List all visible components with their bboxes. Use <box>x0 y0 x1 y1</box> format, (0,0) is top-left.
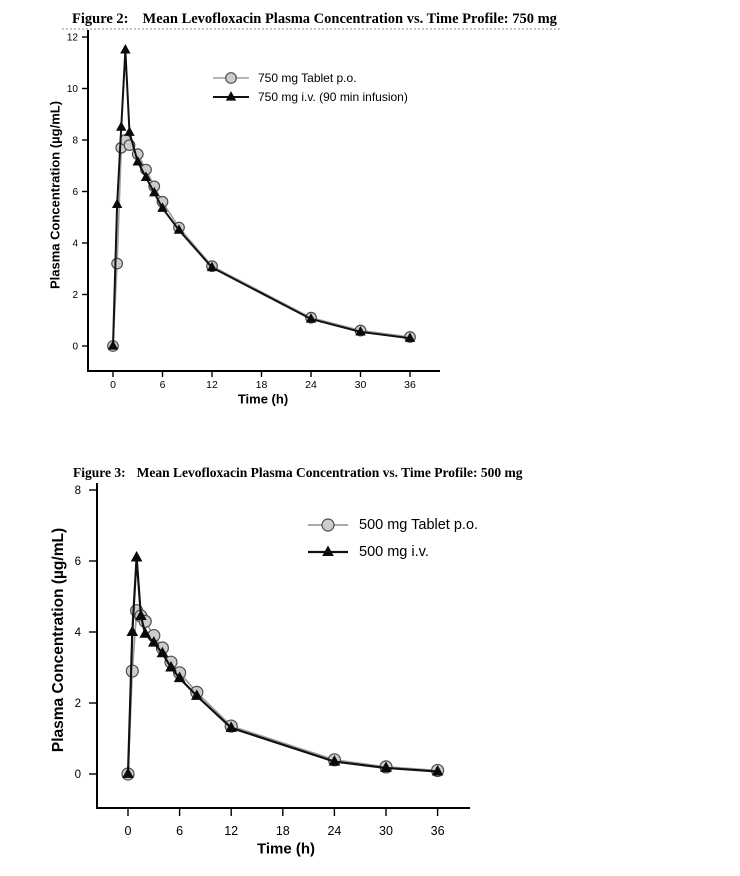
x-tick-label: 6 <box>159 379 166 391</box>
y-tick-label: 8 <box>74 485 81 498</box>
triangle-marker <box>112 198 122 208</box>
x-tick-label: 12 <box>206 379 218 391</box>
x-tick-label: 24 <box>327 824 342 838</box>
figure-3-legend-label-tablet: 500 mg Tablet p.o. <box>359 516 479 533</box>
x-tick-label: 12 <box>224 824 239 838</box>
x-tick-label: 6 <box>176 824 184 838</box>
figure-3 <box>0 450 740 876</box>
x-tick-label: 18 <box>255 379 268 391</box>
x-tick-label: 36 <box>430 824 445 838</box>
triangle-marker <box>116 121 126 131</box>
figure-3-legend-item-iv <box>307 543 478 560</box>
x-tick-label: 24 <box>305 379 317 391</box>
x-tick-label: 0 <box>110 379 116 391</box>
series-tablet <box>108 135 416 352</box>
x-tick-label: 18 <box>275 824 290 838</box>
triangle-marker <box>124 126 134 135</box>
figure-3-caption-title: Mean Levofloxacin Plasma Concentration vs. Time Profile: 500 mg <box>136 465 523 480</box>
iv-line-triangle-marker-icon <box>212 90 250 104</box>
x-tick-label: 0 <box>124 824 132 838</box>
tablet-line-circle-marker-icon <box>307 517 349 533</box>
figure-2-legend-item-iv <box>212 90 408 104</box>
figure-3-caption-label: Figure 3: <box>73 465 126 480</box>
figure-2-legend-label-tablet: 750 mg Tablet p.o. <box>258 71 357 85</box>
y-tick-label: 6 <box>74 556 81 569</box>
y-tick-label: 4 <box>74 627 81 640</box>
figure-2-y-axis-label: Plasma Concentration (µg/mL) <box>47 100 63 290</box>
figure-3-x-axis-label: Time (h) <box>256 840 316 858</box>
figure-3-legend <box>307 516 478 560</box>
circle-marker <box>112 258 123 269</box>
figure-3-caption <box>73 465 522 481</box>
y-tick-label: 4 <box>72 238 78 250</box>
circle-marker <box>322 519 334 531</box>
triangle-marker <box>322 545 334 556</box>
x-tick-label: 30 <box>379 824 393 838</box>
figure-2-legend-item-tablet <box>212 71 408 85</box>
triangle-marker <box>226 91 236 101</box>
triangle-marker <box>120 44 130 54</box>
series-iv <box>122 551 443 778</box>
y-tick-label: 10 <box>66 84 78 96</box>
figure-2-caption-label: Figure 2: <box>72 11 129 27</box>
triangle-marker <box>127 625 139 636</box>
figure-3-y-axis-label: Plasma Concentration (µg/mL) <box>50 527 67 753</box>
tablet-line-circle-marker-icon <box>212 71 250 85</box>
circle-marker <box>226 73 237 84</box>
x-tick-label: 36 <box>404 379 416 391</box>
figure-3-legend-label-iv: 500 mg i.v. <box>359 543 429 560</box>
iv-line-triangle-marker-icon <box>307 544 349 560</box>
y-tick-label: 6 <box>72 187 78 199</box>
x-tick-label: 30 <box>354 379 367 391</box>
triangle-marker <box>131 551 143 562</box>
y-tick-label: 12 <box>66 32 78 44</box>
y-tick-label: 8 <box>72 135 78 147</box>
y-tick-label: 0 <box>72 341 78 353</box>
figure-2-x-axis-label: Time (h) <box>237 391 289 407</box>
y-tick-label: 2 <box>74 698 81 711</box>
y-tick-label: 2 <box>72 290 78 302</box>
figure-3-legend-item-tablet <box>307 516 478 533</box>
y-tick-label: 0 <box>74 769 81 782</box>
figure-2-legend-label-iv: 750 mg i.v. (90 min infusion) <box>258 90 408 104</box>
series-tablet <box>122 605 444 780</box>
figure-2-legend <box>212 71 408 104</box>
figure-2-caption-title: Mean Levofloxacin Plasma Concentration vs. Time Profile: 750 mg <box>142 11 557 27</box>
